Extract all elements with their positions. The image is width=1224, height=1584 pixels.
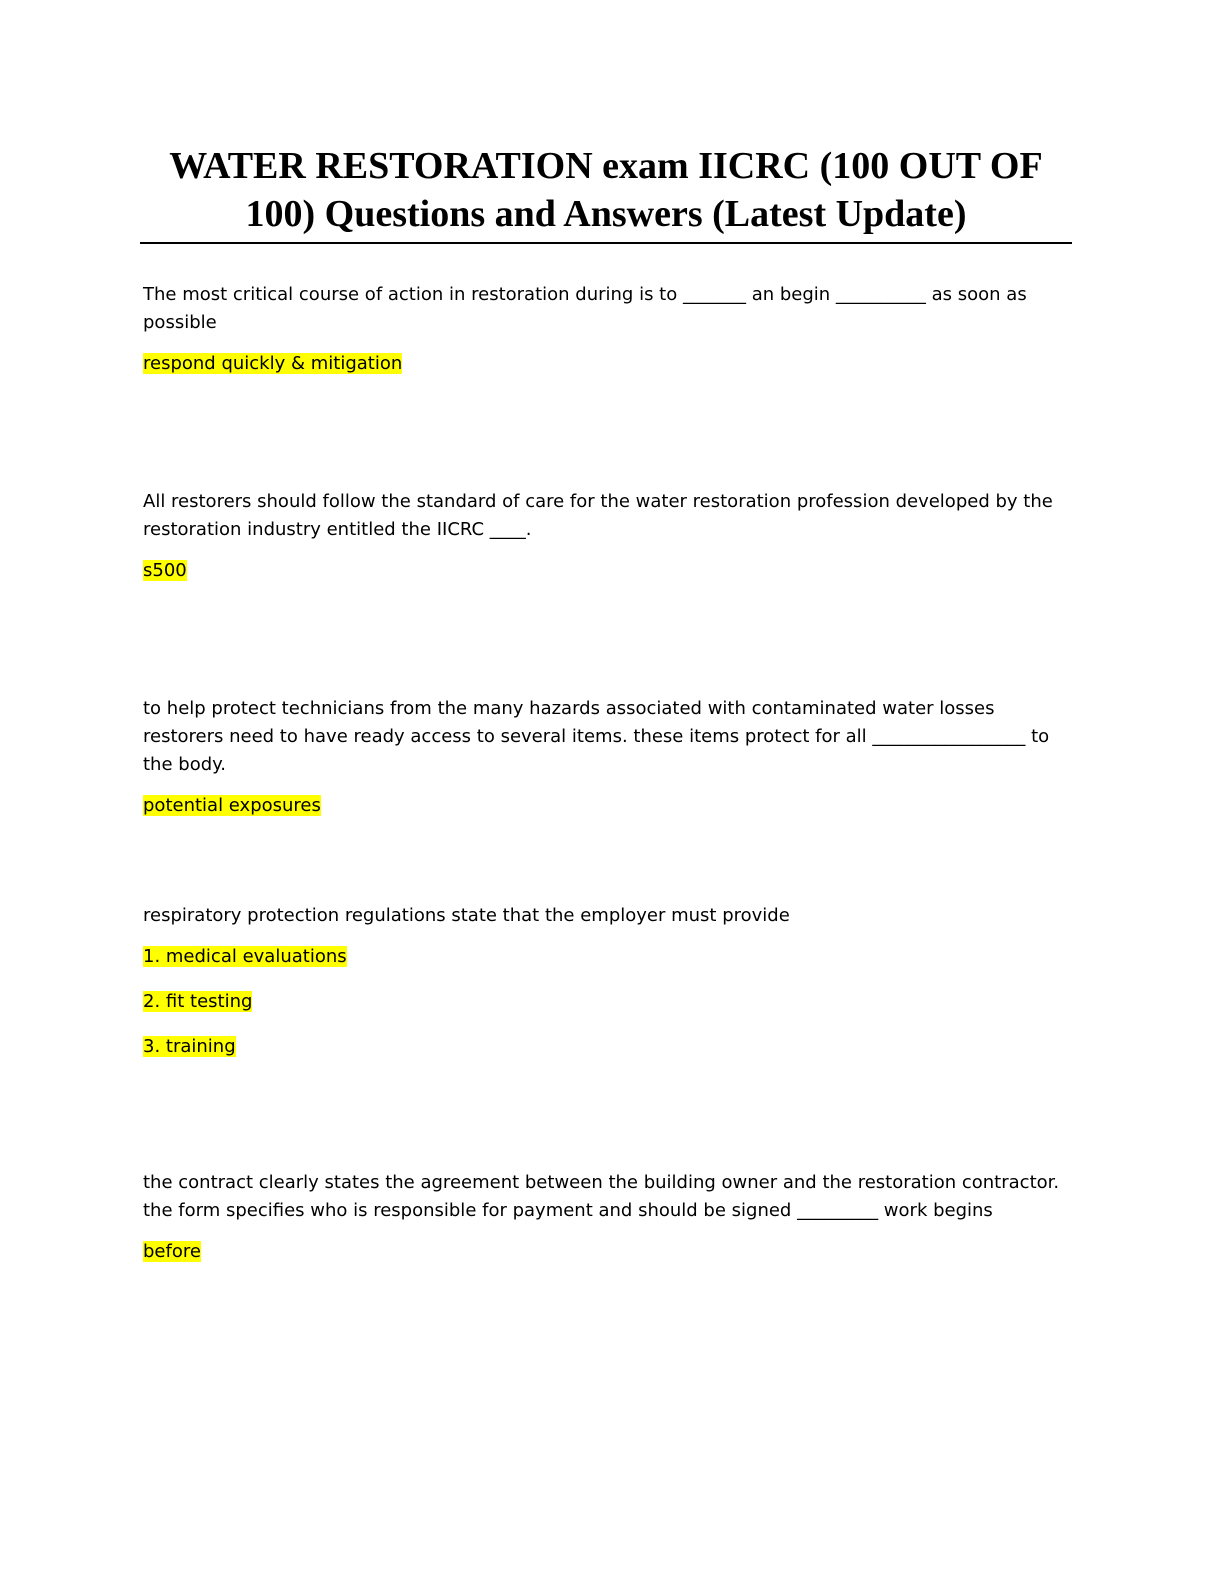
- document-title: WATER RESTORATION exam IICRC (100 OUT OF 100) Questions and Answers (Latest Update): [169, 145, 1043, 235]
- answer-highlight: potential exposures: [143, 795, 321, 816]
- question-text: The most critical course of action in restoration during is to _______ an begin __________ as soon as possible: [143, 284, 1033, 333]
- answer-highlight: 2. fit testing: [143, 991, 253, 1012]
- qa-item: [143, 902, 1078, 1059]
- answer-highlight: respond quickly & mitigation: [143, 353, 403, 374]
- answer-text: [143, 352, 1078, 376]
- answer-text: [143, 945, 1078, 969]
- qa-item: [143, 695, 1078, 818]
- question-text: the contract clearly states the agreement between the building owner and the restoration contractor. the form specifies who is responsible for payment and should be signed _________ work begins: [143, 1172, 1065, 1221]
- answer-text: [143, 559, 1078, 583]
- answer-highlight: 1. medical evaluations: [143, 946, 347, 967]
- qa-item: [143, 488, 1078, 583]
- answer-highlight: s500: [143, 560, 187, 581]
- question-text: to help protect technicians from the many hazards associated with contaminated water losses restorers need to have ready access to several items. these items protect for all _________________ to the body.: [143, 698, 1055, 775]
- qa-item: [143, 1169, 1078, 1264]
- title-block: [140, 142, 1072, 244]
- qa-item: [143, 281, 1078, 376]
- answer-highlight: 3. training: [143, 1036, 236, 1057]
- answer-text: [143, 794, 1078, 818]
- answer-highlight: before: [143, 1241, 201, 1262]
- answer-text: [143, 1240, 1078, 1264]
- answer-text: [143, 1035, 1078, 1059]
- answer-text: [143, 990, 1078, 1014]
- question-text: All restorers should follow the standard of care for the water restoration profession developed by the restoration industry entitled the IICRC ____.: [143, 491, 1059, 540]
- question-text: respiratory protection regulations state that the employer must provide: [143, 905, 790, 926]
